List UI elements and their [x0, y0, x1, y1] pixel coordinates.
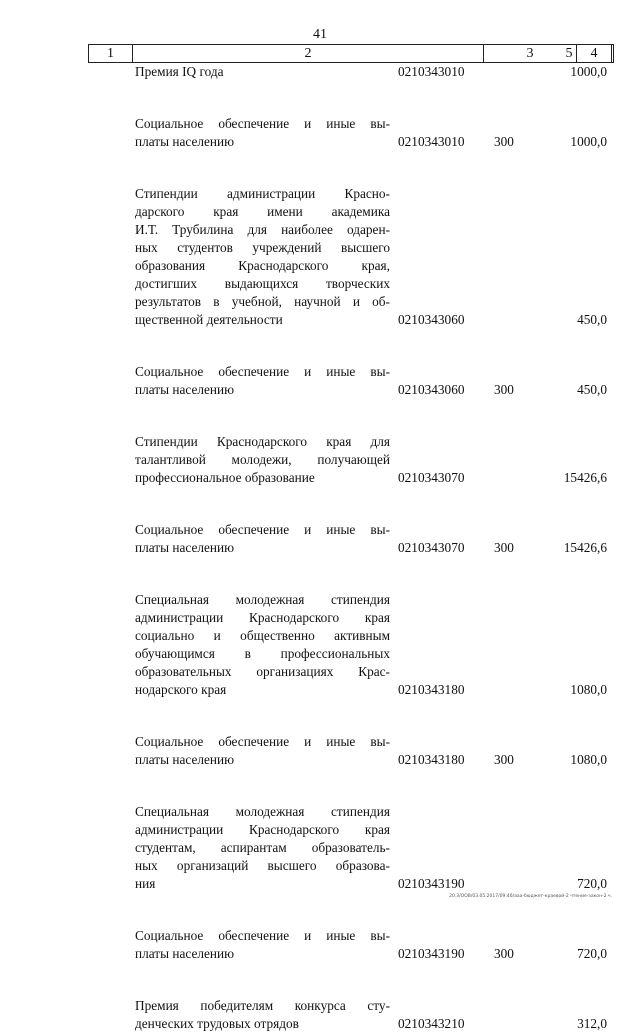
row-code: 0210343060 [398, 312, 465, 327]
row-amount: 1000,0 [570, 134, 607, 149]
table-row [0, 185, 640, 329]
header-col-2: 2 [133, 45, 484, 62]
header-col-1: 1 [89, 45, 133, 62]
footer-stamp: 20.3/ООВ/03.05.2017/09:46/ааа-бюджет-краевой-2 чтение-закон-2 ч. [449, 894, 612, 899]
row-type: 300 [494, 134, 514, 149]
description-line: платы населению [135, 540, 235, 555]
row-code: 0210343190 [398, 876, 465, 891]
row-amount: 720,0 [577, 946, 607, 961]
table-row [0, 927, 640, 963]
row-amount: 15426,6 [563, 470, 607, 485]
description-line: ния [135, 876, 156, 891]
description-line: И.Т. Трубилина для наиболее одарен- [135, 222, 390, 237]
row-type: 300 [494, 946, 514, 961]
row-amount: 312,0 [577, 1016, 607, 1031]
table-row [0, 521, 640, 557]
description-line: платы населению [135, 946, 235, 961]
description-line: обучающимся в профессиональных [135, 646, 390, 661]
description-line: Социальное обеспечение и иные вы- [135, 928, 390, 943]
table-row [0, 733, 640, 769]
description-line: достигших выдающихся творческих [135, 276, 390, 291]
row-code: 0210343190 [398, 946, 465, 961]
row-description [135, 733, 390, 769]
description-line: образования Краснодарского края, [135, 258, 390, 273]
description-line: нодарского края [135, 682, 227, 697]
row-code: 0210343180 [398, 682, 465, 697]
description-line: ных студентов учреждений высшего [135, 240, 390, 255]
table-row [0, 63, 640, 81]
description-line: Стипендии Краснодарского края для [135, 434, 390, 449]
row-amount: 450,0 [577, 312, 607, 327]
row-description [135, 115, 390, 151]
row-code: 0210343060 [398, 382, 465, 397]
description-line: платы населению [135, 752, 235, 767]
table-row [0, 363, 640, 399]
table-body [0, 63, 640, 1033]
description-line: денческих трудовых отрядов [135, 1016, 299, 1031]
row-code: 0210343010 [398, 134, 465, 149]
description-line: платы населению [135, 134, 235, 149]
description-line: администрации Краснодарского края [135, 822, 390, 837]
description-line: профессиональное образование [135, 470, 315, 485]
description-line: студентам, аспирантам образователь- [135, 840, 390, 855]
header-col-5: 5 [565, 46, 573, 61]
header-col-3: 3 [484, 45, 577, 62]
description-line: Премия IQ года [135, 64, 224, 79]
description-line: Социальное обеспечение и иные вы- [135, 364, 390, 379]
description-line: платы населению [135, 382, 235, 397]
row-amount: 15426,6 [563, 540, 607, 555]
row-amount: 1080,0 [570, 752, 607, 767]
description-line: социально и общественно активным [135, 628, 390, 643]
description-line: Стипендии администрации Красно- [135, 186, 390, 201]
description-line: щественной деятельности [135, 312, 283, 327]
row-description [135, 803, 390, 893]
row-code: 0210343070 [398, 540, 465, 555]
description-line: администрации Краснодарского края [135, 610, 390, 625]
row-description [135, 521, 390, 557]
row-description [135, 927, 390, 963]
row-code: 0210343180 [398, 752, 465, 767]
table-row [0, 433, 640, 487]
header-col-4: 4 [577, 45, 612, 62]
row-amount: 1000,0 [570, 64, 607, 79]
row-type: 300 [494, 752, 514, 767]
description-line: результатов в учебной, научной и об- [135, 294, 390, 309]
row-description [135, 591, 390, 699]
description-line: ных организаций высшего образова- [135, 858, 390, 873]
description-line: Социальное обеспечение и иные вы- [135, 116, 390, 131]
table-row [0, 997, 640, 1033]
description-line: образовательных организациях Крас- [135, 664, 390, 679]
row-code: 0210343010 [398, 64, 465, 79]
table-row [0, 803, 640, 893]
row-amount: 720,0 [577, 876, 607, 891]
row-type: 300 [494, 382, 514, 397]
table-row [0, 115, 640, 151]
description-line: Специальная молодежная стипендия [135, 592, 390, 607]
table-row [0, 591, 640, 699]
row-description [135, 433, 390, 487]
page-number: 41 [313, 27, 327, 42]
row-code: 0210343210 [398, 1016, 465, 1031]
description-line: Специальная молодежная стипендия [135, 804, 390, 819]
row-description [135, 997, 390, 1033]
description-line: Премия победителям конкурса сту- [135, 998, 390, 1013]
description-line: дарского края имени академика [135, 204, 390, 219]
row-type: 300 [494, 540, 514, 555]
row-amount: 1080,0 [570, 682, 607, 697]
row-description [135, 185, 390, 329]
description-line: Социальное обеспечение и иные вы- [135, 734, 390, 749]
row-amount: 450,0 [577, 382, 607, 397]
row-description [135, 63, 390, 81]
description-line: Социальное обеспечение и иные вы- [135, 522, 390, 537]
row-code: 0210343070 [398, 470, 465, 485]
description-line: талантливой молодежи, получающей [135, 452, 390, 467]
row-description [135, 363, 390, 399]
